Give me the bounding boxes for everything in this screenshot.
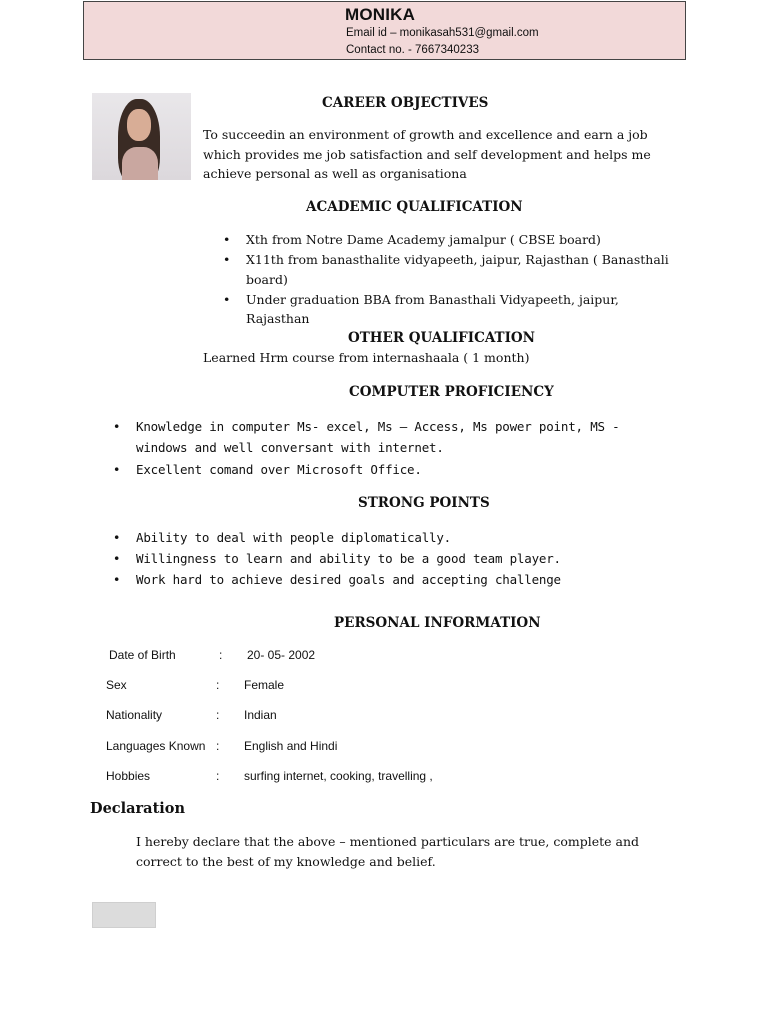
list-item: • Under graduation BBA from Banasthali Vidyapeeth, jaipur, Rajasthan xyxy=(219,290,679,329)
list-item: • X11th from banasthalite vidyapeeth, jaipur, Rajasthan ( Banasthali board) xyxy=(219,250,679,289)
personal-info-value: Indian xyxy=(244,708,277,722)
personal-info-label: Date of Birth xyxy=(109,648,176,662)
other-qualification-heading: OTHER QUALIFICATION xyxy=(348,330,536,346)
personal-info-label: Languages Known xyxy=(106,739,206,753)
personal-info-value: English and Hindi xyxy=(244,739,338,753)
academic-qualification-heading: ACADEMIC QUALIFICATION xyxy=(306,199,523,215)
academic-list xyxy=(219,230,679,329)
personal-info-value: surfing internet, cooking, travelling , xyxy=(244,769,433,783)
computer-proficiency-heading: COMPUTER PROFICIENCY xyxy=(349,384,554,400)
personal-info-label: Hobbies xyxy=(106,769,151,783)
personal-information-heading: PERSONAL INFORMATION xyxy=(334,615,541,631)
career-objectives-heading: CAREER OBJECTIVES xyxy=(322,95,489,111)
personal-info-colon: : xyxy=(216,739,220,753)
strong-points-heading: STRONG POINTS xyxy=(358,495,490,511)
personal-info-value: 20- 05- 2002 xyxy=(247,648,316,662)
computer-list xyxy=(111,416,676,481)
other-qualification-text: Learned Hrm course from internashaala ( 1 month) xyxy=(203,350,530,365)
profile-photo xyxy=(92,93,191,180)
personal-info-label: Sex xyxy=(106,678,127,692)
personal-info-colon: : xyxy=(216,678,220,692)
personal-info-colon: : xyxy=(219,648,223,662)
list-item: • Ability to deal with people diplomatically. xyxy=(111,527,676,548)
email-line: Email id – monikasah531@gmail.com xyxy=(346,27,539,39)
candidate-name: MONIKA xyxy=(345,5,416,24)
strong-points-list xyxy=(111,527,676,590)
personal-info-value: Female xyxy=(244,678,285,692)
list-item: • Work hard to achieve desired goals and accepting challenge xyxy=(111,569,676,590)
personal-info-label: Nationality xyxy=(106,708,163,722)
resume-header xyxy=(83,1,686,60)
list-item: • Willingness to learn and ability to be a good team player. xyxy=(111,548,676,569)
photo-face-shape xyxy=(127,109,151,141)
contact-line: Contact no. - 7667340233 xyxy=(346,44,479,56)
photo-clothing-shape xyxy=(122,147,158,180)
signature-image xyxy=(92,902,156,928)
declaration-heading: Declaration xyxy=(90,800,185,817)
career-objectives-text: To succeedin an environment of growth and excellence and earn a job which provides me job satisfaction and self development and helps me achieve personal as well as organisationa xyxy=(203,127,651,181)
list-item: • Xth from Notre Dame Academy jamalpur ( CBSE board) xyxy=(219,230,679,250)
list-item: • Excellent comand over Microsoft Office. xyxy=(111,459,676,480)
declaration-text: I hereby declare that the above – mentioned particulars are true, complete and correct to the best of my knowledge and belief. xyxy=(136,834,640,869)
personal-info-colon: : xyxy=(216,708,220,722)
personal-info-colon: : xyxy=(216,769,220,783)
list-item: • Knowledge in computer Ms- excel, Ms – Access, Ms power point, MS - windows and well conversant with internet. xyxy=(111,416,676,458)
